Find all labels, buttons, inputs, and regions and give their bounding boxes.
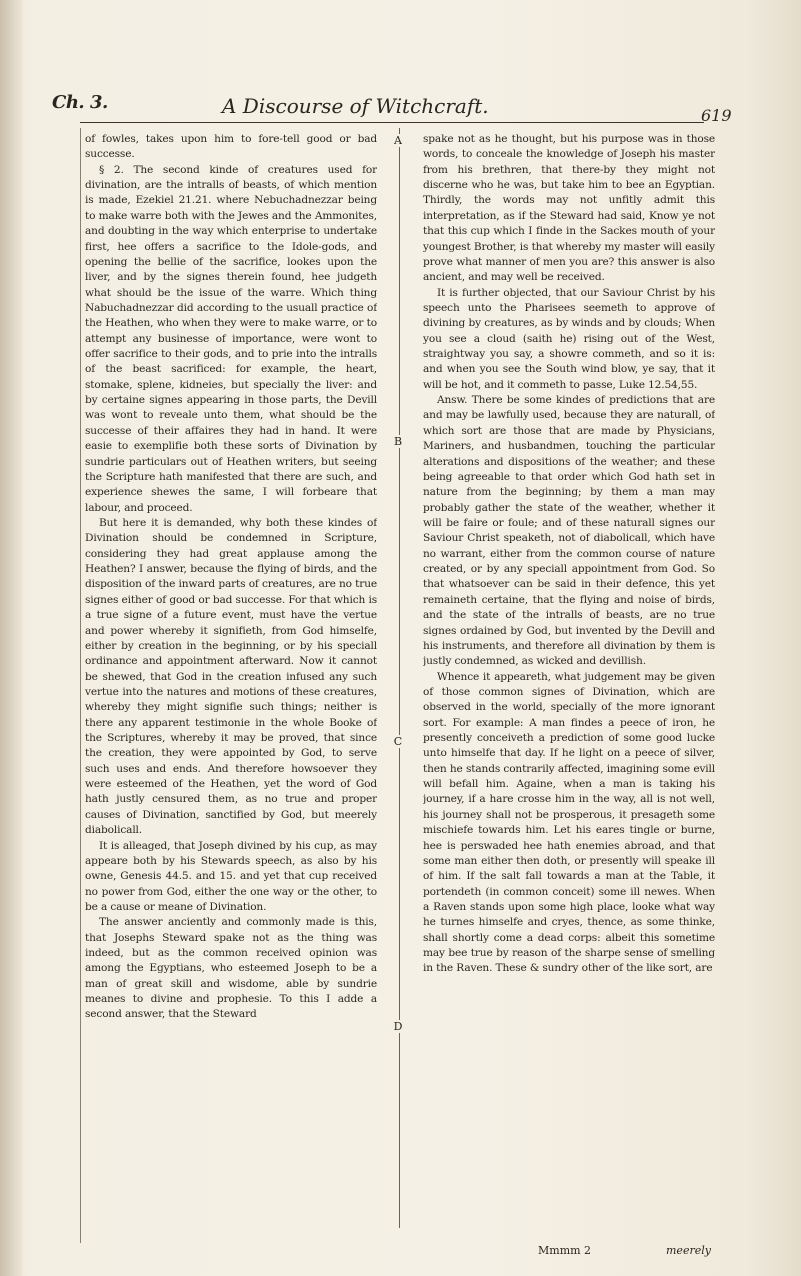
paragraph: § 2. The second kinde of creatures used for divination, are the intralls of beasts, of which mention is made, Ezekiel 21.21. where Nebuchadnezzar being to make warre both with the Jewes and the Ammonites, and doubting in the way which enterprise to undertake first, hee offers a sacrifice to the Idole-gods, and opening the bellie of the sacrifice, lookes upon the liver, and by the signes therein found, hee judgeth what should be the issue of the warre. Which thing Nabuchadnezzar did according to the usuall practice of the Heathen, who when they were to make warre, or to attempt any businesse of importance, were wont to offer sacrifice to their gods, and to prie into the intralls of the beast sacrificed: for example, the heart, stomake, splene, kidneies, but specially the liver: and by certaine signes appearing in those parts, the Devill was wont to reveale unto them, what should be the successe of their affaires they had in hand. It were easie to exemplifie both these sorts of Divination by sundrie particulars out of Heathen writers, but seeing the Scripture hath manifested that there are such, and experience shewes the same, I will forbeare that labour, and proceed. <box>85 163 377 514</box>
chapter-heading: Ch. 3. <box>52 92 108 113</box>
paragraph: of fowles, takes upon him to fore-tell good or bad successe. <box>85 133 377 161</box>
left-text-column <box>85 132 377 1262</box>
page-number: 619 <box>701 106 732 125</box>
paragraph: It is further objected, that our Saviour Christ by his speech unto the Pharisees seemeth to approve of divining by creatures, as by winds and by clouds; When you see a cloud (saith he) rising out of the West, straightway you say, a showre commeth, and so it is: and when you see the South wind blow, ye say, that it will be hot, and it commeth to passe, Luke 12.54,55. <box>423 286 715 391</box>
left-column-border <box>80 128 81 1243</box>
header-rule <box>80 122 704 123</box>
running-title: A Discourse of Witchcraft. <box>222 94 489 118</box>
paragraph: Answ. There be some kindes of predictions that are and may be lawfully used, because they are naturall, of which sort are those that are made by Physicians, Mariners, and husbandmen, touching the particular alterations and dispositions of the weather; and these being agreeable to that order which God hath set in nature from the beginning; by them a man may probably gather the state of the weather, whether it will be faire or foule; and of these naturall signes our Saviour Christ speaketh, not of diabolicall, which have no warrant, either from the common course of nature created, or by any speciall appointment from God. So that whatsoever can be said in their defence, this yet remaineth certaine, that the flying and noise of birds, and the state of the intralls of beasts, are no true signes ordained by God, but invented by the Devill and his instruments, and therefore all divination by them is justly condemned, as wicked and devillish. <box>423 394 715 668</box>
gutter-shadow <box>0 0 22 1276</box>
signature-mark: Mmmm 2 <box>538 1244 592 1257</box>
catchword: meerely <box>666 1244 711 1257</box>
paragraph: spake not as he thought, but his purpose was in those words, to conceale the knowledge of Joseph his master from his brethren, that there-by they might not discerne who he was, but take him to bee an Egyptian. Thirdly, the words may not unfitly admit this interpretation, as if the Steward had said, Know ye not that this cup which I finde in the Sackes mouth of your youngest Brother, is that whereby my master will easily prove what manner of men you are? this answer is also ancient, and may well be received. <box>423 133 715 284</box>
section-marker-a: A <box>392 134 404 147</box>
paragraph: The answer anciently and commonly made is this, that Josephs Steward spake not as the thing was indeed, but as the common received opinion was among the Egyptians, who esteemed Joseph to be a man of great skill and wisdome, able by sundrie meanes to divine and prophesie. To this I adde a second answer, that the Steward <box>85 916 377 1021</box>
page-edge <box>742 0 801 1276</box>
paragraph: It is alleaged, that Joseph divined by his cup, as may appeare both by his Stewards speech, as also by his owne, Genesis 44.5. and 15. and yet that cup received no power from God, either the one way or the other, to be a cause or meane of Divination. <box>85 839 377 913</box>
column-divider <box>399 128 400 1228</box>
paragraph: Whence it appeareth, what judgement may be given of those common signes of Divination, which are observed in the world, specially of the more ignorant sort. For example: A man findes a peece of iron, he presently conceiveth a prediction of some good lucke unto himselfe that day. If he light on a peece of silver, then he stands contrarily affected, imagining some evill will befall him. Againe, when a man is taking his journey, if a hare crosse him in the way, all is not well, his journey shall not be prosperous, it presageth some mischiefe towards him. Let his eares tingle or burne, hee is perswaded hee hath enemies abroad, and that some man either then doth, or presently will speake ill of him. If the salt fall towards a man at the Table, it portendeth (in common conceit) some ill newes. When a Raven stands upon some high place, looke what way he turnes himselfe and cryes, thence, as some thinke, shall shortly come a dead corps: albeit this sometime may bee true by reason of the sharpe sense of smelling in the Raven. These & sundry other of the like sort, are <box>423 670 715 975</box>
right-text-column <box>423 132 715 1262</box>
paragraph: But here it is demanded, why both these kindes of Divination should be condemned in Scripture, considering they had great applause among the Heathen? I answer, because the flying of birds, and the disposition of the inward parts of creatures, are no true signes either of good or bad successe. For that which is a true signe of a future event, must have the vertue and power whereby it signifieth, from God himselfe, either by creation in the beginning, or by his speciall ordinance and appointment afterward. Now it cannot be shewed, that God in the creation infused any such vertue into the natures and motions of these creatures, whereby they might signifie such things; neither is there any apparent testimonie in the whole Booke of the Scriptures, whereby it may be proved, that since the creation, they were appointed by God, to serve such uses and ends. And therefore howsoever they were esteemed of the Heathen, yet the word of God hath justly censured them, as no true and proper causes of Divination, sanctified by God, but meerely diabolicall. <box>85 516 377 837</box>
section-marker-d: D <box>393 1020 403 1033</box>
section-marker-c: C <box>393 735 403 748</box>
section-marker-b: B <box>393 435 403 448</box>
